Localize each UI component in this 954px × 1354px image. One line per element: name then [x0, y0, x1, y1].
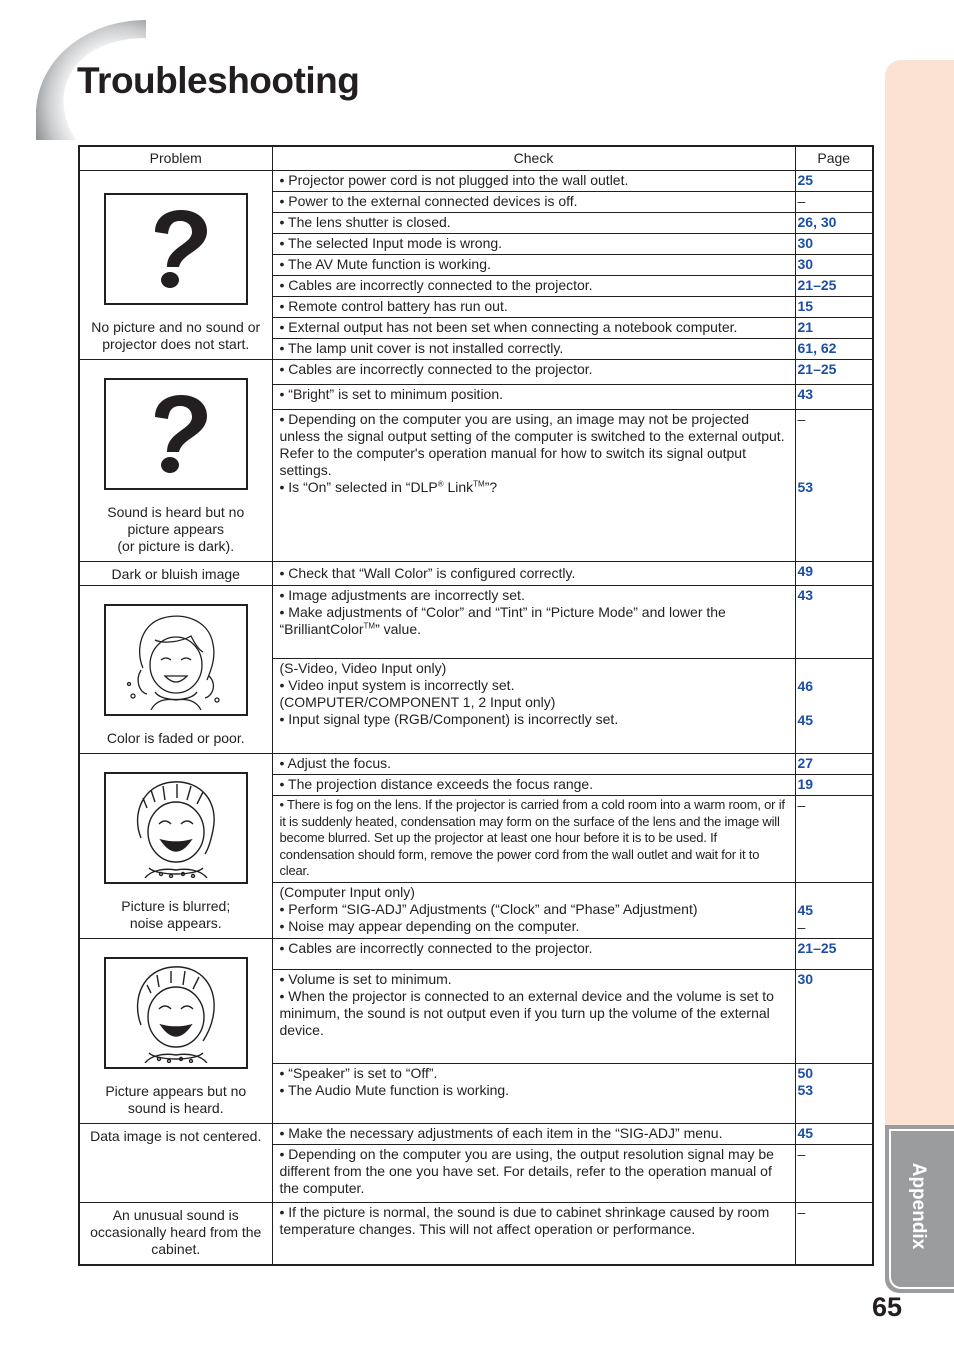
trademark-mark: TM	[473, 479, 485, 489]
page-link[interactable]: 53	[797, 1082, 814, 1098]
check-text: ”?	[484, 479, 498, 495]
check-text: • “Speaker” is set to “Off”.	[279, 1065, 438, 1081]
problem-label: Dark or bluish image	[111, 566, 240, 582]
header-check: Check	[272, 146, 795, 171]
problem-label: Color is faded or poor.	[106, 730, 245, 746]
problem-label: Picture appears but no sound is heard.	[105, 1083, 247, 1116]
problem-cell	[79, 1203, 272, 1266]
question-mark-icon	[104, 378, 248, 490]
page-link[interactable]: 30	[795, 970, 873, 1064]
table-header-row	[79, 146, 873, 171]
problem-label: No picture and no sound or projector does not start.	[91, 319, 261, 352]
page-link[interactable]: 30	[795, 255, 873, 276]
page-ref: –	[795, 1145, 873, 1203]
problem-cell	[79, 360, 272, 562]
check-text: • Video input system is incorrectly set.	[279, 677, 515, 693]
page-link[interactable]: 45	[797, 712, 814, 728]
check-item: • Adjust the focus.	[272, 754, 795, 775]
table-row	[79, 1124, 873, 1145]
page-ref: –	[795, 1203, 873, 1266]
page-ref: –	[797, 918, 806, 935]
problem-label: Data image is not centered.	[90, 1128, 262, 1144]
page-link[interactable]: 49	[795, 562, 873, 586]
check-item	[272, 1064, 795, 1124]
check-item: • The selected Input mode is wrong.	[272, 234, 795, 255]
check-text: • Noise may appear depending on the computer.	[279, 917, 580, 934]
check-item: • Remote control battery has run out.	[272, 297, 795, 318]
check-text: • Depending on the computer you are using, an image may not be projected unless the signal output setting of the computer is switched to the external output. Refer to the computer's operation manual for how to switch its signal output settings.	[279, 411, 785, 478]
problem-label: (or picture is dark).	[117, 538, 235, 554]
check-item: • Power to the external connected devices is off.	[272, 192, 795, 213]
problem-label: Picture is blurred;	[121, 898, 231, 914]
problem-cell	[79, 939, 272, 1124]
problem-label: noise appears.	[129, 915, 222, 931]
page-title: Troubleshooting	[77, 60, 360, 101]
table-row	[79, 171, 873, 192]
check-text: • Make adjustments of “Color” and “Tint” in “Picture Mode” and lower the “BrilliantColor	[279, 604, 726, 637]
check-text: • Volume is set to minimum.	[279, 971, 452, 987]
check-item	[272, 970, 795, 1064]
check-item	[272, 410, 795, 562]
page-link[interactable]: 61, 62	[795, 339, 873, 360]
appendix-tab-label: Appendix	[908, 1162, 929, 1250]
check-text: (Computer Input only)	[279, 883, 415, 900]
check-item	[272, 659, 795, 754]
page-link[interactable]: 15	[795, 297, 873, 318]
header-page: Page	[795, 146, 873, 171]
check-text: • Input signal type (RGB/Component) is incorrectly set.	[279, 711, 619, 727]
page-link[interactable]: 19	[795, 775, 873, 796]
page-number: 65	[872, 1292, 903, 1322]
header-problem: Problem	[79, 146, 272, 171]
girl-face-illustration	[104, 604, 248, 716]
girl-laughing-illustration	[104, 957, 248, 1069]
page-link[interactable]: 45	[797, 901, 814, 918]
page-link[interactable]: 26, 30	[795, 213, 873, 234]
problem-label: An unusual sound is occasionally heard from the cabinet.	[90, 1207, 262, 1257]
check-item	[272, 882, 795, 938]
check-item: • Cables are incorrectly connected to the projector.	[272, 360, 795, 385]
page-link[interactable]: 21	[795, 318, 873, 339]
troubleshooting-table	[78, 145, 874, 1266]
page-link[interactable]: 21–25	[795, 360, 873, 385]
table-row	[79, 939, 873, 970]
page-cell	[795, 882, 873, 938]
registered-mark: ®	[437, 479, 444, 489]
check-text: (S-Video, Video Input only)	[279, 660, 447, 676]
check-item: • The AV Mute function is working.	[272, 255, 795, 276]
page-ref: –	[795, 796, 873, 883]
page-link[interactable]: 45	[795, 1124, 873, 1145]
check-item: • Depending on the computer you are using, the output resolution signal may be different from the one you have set. For details, refer to the operation manual of the computer.	[272, 1145, 795, 1203]
problem-cell	[79, 171, 272, 360]
check-item: • Projector power cord is not plugged into the wall outlet.	[272, 171, 795, 192]
check-item: • External output has not been set when connecting a notebook computer.	[272, 318, 795, 339]
problem-cell	[79, 562, 272, 586]
problem-cell	[79, 754, 272, 939]
table-row	[79, 562, 873, 586]
check-text: • The Audio Mute function is working.	[279, 1082, 510, 1098]
page-ref: –	[797, 411, 806, 427]
page-link[interactable]: 21–25	[795, 939, 873, 970]
check-text: • Image adjustments are incorrectly set.	[279, 587, 525, 603]
page-link[interactable]: 25	[795, 171, 873, 192]
side-tab-decoration	[885, 60, 954, 1125]
problem-cell	[79, 586, 272, 754]
trademark-mark: TM	[363, 621, 376, 631]
check-item: • Make the necessary adjustments of each item in the “SIG-ADJ” menu.	[272, 1124, 795, 1145]
check-item	[272, 586, 795, 659]
check-item: • Check that “Wall Color” is configured correctly.	[272, 562, 795, 586]
page-cell	[795, 659, 873, 754]
problem-cell	[79, 1124, 272, 1203]
page-link[interactable]: 46	[797, 678, 814, 694]
check-item: • The projection distance exceeds the focus range.	[272, 775, 795, 796]
page-cell	[795, 1064, 873, 1124]
check-item: • “Bright” is set to minimum position.	[272, 385, 795, 410]
check-text: • Is “On” selected in “DLP	[279, 479, 438, 495]
check-item: • The lens shutter is closed.	[272, 213, 795, 234]
check-text: Link	[443, 479, 474, 495]
page-cell	[795, 410, 873, 562]
question-mark-icon	[104, 193, 248, 305]
girl-laughing-illustration	[104, 772, 248, 884]
page-link[interactable]: 43	[795, 385, 873, 410]
page-link[interactable]: 50	[797, 1065, 814, 1081]
check-text: • Perform “SIG-ADJ” Adjustments (“Clock” and “Phase” Adjustment)	[279, 900, 698, 917]
page-link[interactable]: 21–25	[795, 276, 873, 297]
table-row	[79, 1203, 873, 1266]
check-text: ” value.	[375, 621, 422, 637]
page-link[interactable]: 43	[795, 586, 873, 659]
table-row	[79, 360, 873, 385]
page-link[interactable]: 30	[795, 234, 873, 255]
check-item: • If the picture is normal, the sound is due to cabinet shrinkage caused by room temperature changes. This will not affect operation or performance.	[272, 1203, 795, 1266]
check-item: • Cables are incorrectly connected to the projector.	[272, 276, 795, 297]
check-item: • Cables are incorrectly connected to the projector.	[272, 939, 795, 970]
check-text: (COMPUTER/COMPONENT 1, 2 Input only)	[279, 694, 556, 710]
check-item: • There is fog on the lens. If the projector is carried from a cold room into a warm room, or if it is suddenly heated, condensation may form on the surface of the lens and the image will become blurred. Set up the projector at least one hour before it is to be used. If condensation should form, remove the power cord from the wall outlet and wait for it to clear.	[272, 796, 795, 883]
page-link[interactable]: 27	[795, 754, 873, 775]
page-ref: –	[795, 192, 873, 213]
check-text: • When the projector is connected to an external device and the volume is set to minimum, the sound is not output even if you turn up the volume of the external device.	[279, 988, 774, 1038]
table-row	[79, 754, 873, 775]
problem-label: Sound is heard but no picture appears	[107, 504, 245, 537]
page-link[interactable]: 53	[797, 479, 814, 495]
check-item: • The lamp unit cover is not installed correctly.	[272, 339, 795, 360]
table-row	[79, 586, 873, 659]
